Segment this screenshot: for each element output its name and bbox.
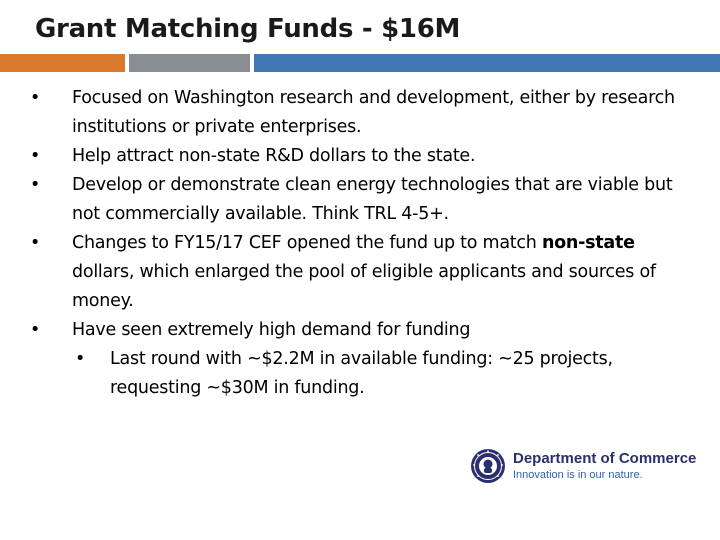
bullet-dot: •: [75, 349, 86, 369]
bullet-item: [30, 316, 700, 403]
bullet-text-part: dollars, which enlarged the pool of eligible applicants and sources of money.: [72, 262, 656, 311]
logo-tagline: Innovation is in our nature.: [513, 469, 643, 481]
bullet-text-part: Changes to FY15/17 CEF opened the fund up to match: [72, 233, 542, 253]
bullet-item: [30, 229, 700, 316]
sub-bullet-list: [72, 345, 700, 403]
bullet-item: [30, 142, 700, 171]
bullet-dot: •: [30, 175, 41, 195]
bullet-text: Develop or demonstrate clean energy technologies that are viable but not commercially available. Think TRL 4-5+.: [72, 175, 673, 224]
bullet-item: [30, 171, 700, 229]
divider-blue-segment: [254, 54, 720, 72]
sub-bullet-text: Last round with ~$2.2M in available funding: ~25 projects, requesting ~$30M in funding.: [110, 349, 613, 398]
sub-bullet-item: [72, 345, 700, 403]
bullet-text: [72, 233, 656, 311]
bullet-list: [30, 84, 700, 403]
bullet-item: [30, 84, 700, 142]
bullet-dot: •: [30, 320, 41, 340]
bullet-text: Help attract non-state R&D dollars to the state.: [72, 146, 476, 166]
bullet-text: Focused on Washington research and development, either by research institutions or private enterprises.: [72, 88, 675, 137]
divider-gray-segment: [129, 54, 250, 72]
bullet-bold-term: non-state: [541, 233, 635, 253]
divider-orange-segment: [0, 54, 125, 72]
bullet-dot: •: [30, 233, 41, 253]
slide-title: Grant Matching Funds - $16M: [35, 14, 461, 44]
bullet-text: Have seen extremely high demand for funding: [72, 320, 471, 340]
logo-department-name: Department of Commerce: [513, 450, 697, 467]
bullet-dot: •: [30, 146, 41, 166]
commerce-logo: [470, 448, 710, 488]
bullet-dot: •: [30, 88, 41, 108]
washington-state-seal-icon: [470, 448, 506, 484]
